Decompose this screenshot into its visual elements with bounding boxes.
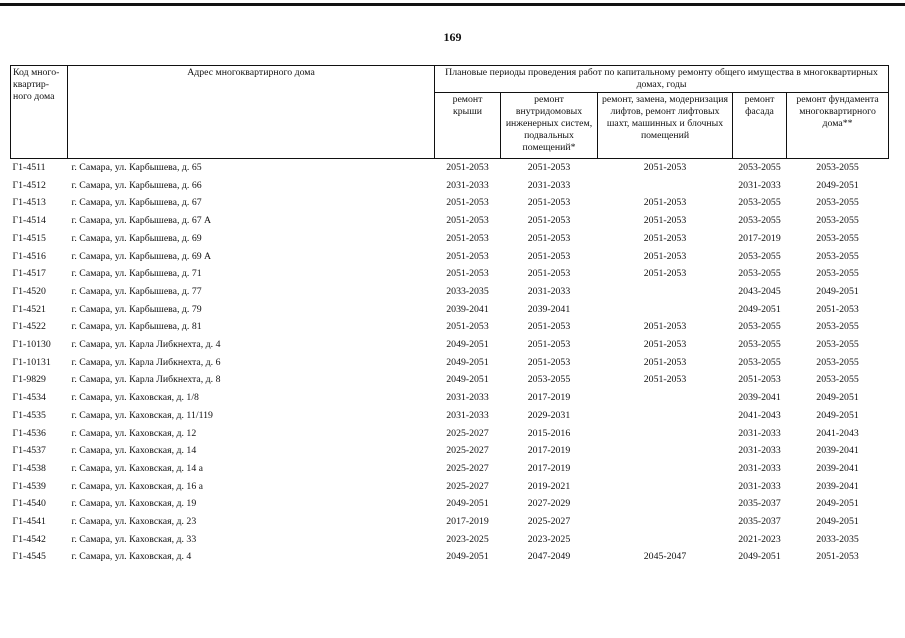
cell-elevators: 2051-2053 [643,356,687,368]
cell-systems: 2031-2033 [527,179,571,191]
cell-roof: 2051-2053 [446,162,489,173]
cell-systems: 2017-2019 [527,445,571,457]
cell-roof: 2023-2025 [446,533,489,545]
table-row [11,371,889,389]
cell-code: Г1-4513 [12,197,46,209]
cell-elevators: 2051-2053 [643,321,687,333]
cell-roof: 2049-2051 [446,339,489,351]
cell-address: г. Самара, ул. Карбышева, д. 79 [71,303,202,315]
cell-address: г. Самара, ул. Карбышева, д. 67 А [71,215,212,227]
cell-facade: 2031-2033 [738,427,781,439]
cell-elevators: 2051-2053 [643,232,687,244]
cell-address: г. Самара, ул. Каховская, д. 1/8 [71,392,199,404]
cell-roof: 2031-2033 [446,409,489,421]
cell-roof: 2051-2053 [446,197,489,209]
table-row [11,442,889,460]
cell-facade: 2035-2037 [738,498,781,510]
cell-roof: 2049-2051 [446,498,489,510]
cell-address: г. Самара, ул. Каховская, д. 11/119 [71,409,213,421]
cell-systems: 2053-2055 [527,374,571,386]
cell-systems: 2051-2053 [527,232,571,244]
table-row [11,548,889,566]
cell-foundation: 2053-2055 [816,374,859,386]
cell-address: г. Самара, ул. Карбышева, д. 81 [71,321,202,333]
cell-elevators [598,301,733,319]
cell-elevators: 2051-2053 [643,339,687,351]
cell-address: г. Самара, ул. Каховская, д. 12 [71,427,197,439]
cell-roof: 2049-2051 [446,374,489,386]
cell-code: Г1-4517 [12,268,46,280]
cell-foundation: 2053-2055 [816,268,859,280]
cell-elevators: 2051-2053 [643,268,687,280]
cell-address: г. Самара, ул. Каховская, д. 33 [71,533,197,545]
header-foundation: ремонт фундамента многоквартирного дома** [787,93,889,159]
cell-systems: 2023-2025 [527,533,571,545]
cell-systems: 2051-2053 [527,162,571,173]
cell-code: Г1-4536 [12,427,46,439]
table-body [11,159,889,567]
cell-facade: 2053-2055 [738,356,781,368]
cell-elevators [598,478,733,496]
cell-address: г. Самара, ул. Каховская, д. 23 [71,516,197,528]
cell-address: г. Самара, ул. Карбышева, д. 77 [71,285,202,297]
cell-code: Г1-10130 [12,339,51,351]
table-row [11,177,889,195]
cell-code: Г1-4545 [12,551,46,563]
cell-foundation: 2049-2051 [816,285,859,297]
cell-foundation: 2053-2055 [816,197,859,209]
cell-address: г. Самара, ул. Карбышева, д. 66 [71,179,202,191]
cell-elevators [598,460,733,478]
table-row [11,425,889,443]
cell-code: Г1-4542 [12,533,46,545]
cell-systems: 2027-2029 [527,498,571,510]
cell-address: г. Самара, ул. Каховская, д. 4 [71,551,192,563]
cell-facade: 2031-2033 [738,179,781,191]
cell-systems: 2047-2049 [527,551,571,563]
table-row [11,513,889,531]
cell-roof: 2051-2053 [446,250,489,262]
cell-roof: 2033-2035 [446,285,489,297]
table-row [11,230,889,248]
cell-systems: 2039-2041 [527,303,571,315]
cell-facade: 2031-2033 [738,462,781,474]
cell-foundation: 2041-2043 [816,427,859,439]
cell-facade: 2031-2033 [738,480,781,492]
cell-code: Г1-4535 [12,409,46,421]
cell-facade: 2053-2055 [738,250,781,262]
table-row [11,531,889,549]
cell-code: Г1-10131 [12,356,51,368]
cell-elevators [598,283,733,301]
cell-facade: 2053-2055 [738,321,781,333]
cell-address: г. Самара, ул. Карбышева, д. 67 [71,197,202,209]
cell-elevators: 2051-2053 [643,374,687,386]
cell-systems: 2051-2053 [527,356,571,368]
cell-address: г. Самара, ул. Карбышева, д. 69 А [71,250,212,262]
cell-elevators: 2051-2053 [643,162,687,173]
header-row-1 [11,66,889,93]
cell-systems: 2051-2053 [527,197,571,209]
cell-foundation: 2053-2055 [816,356,859,368]
cell-systems: 2051-2053 [527,268,571,280]
table-row [11,460,889,478]
cell-foundation: 2053-2055 [816,162,859,173]
cell-roof: 2051-2053 [446,215,489,227]
cell-roof: 2017-2019 [446,516,489,528]
cell-systems: 2017-2019 [527,392,571,404]
cell-roof: 2039-2041 [446,303,489,315]
table-row [11,301,889,319]
cell-facade: 2053-2055 [738,162,781,173]
table-row [11,336,889,354]
cell-roof: 2025-2027 [446,462,489,474]
cell-foundation: 2033-2035 [816,533,859,545]
cell-facade: 2051-2053 [738,374,781,386]
cell-facade: 2043-2045 [738,285,781,297]
cell-roof: 2025-2027 [446,427,489,439]
header-systems: ремонт внутридомовых инженерных систем, подвальных помещений* [501,93,598,159]
cell-facade: 2035-2037 [738,516,781,528]
cell-roof: 2025-2027 [446,445,489,457]
cell-code: Г1-4541 [12,516,46,528]
cell-systems: 2015-2016 [527,427,571,439]
cell-roof: 2051-2053 [446,232,489,244]
cell-systems: 2019-2021 [527,480,571,492]
table-row [11,354,889,372]
cell-roof: 2049-2051 [446,356,489,368]
cell-facade: 2021-2023 [738,533,781,545]
header-address: Адрес многоквартирного дома [68,66,435,159]
cell-code: Г1-4522 [12,321,46,333]
cell-code: Г1-9829 [12,374,46,386]
cell-elevators [598,177,733,195]
cell-elevators [598,389,733,407]
cell-roof: 2031-2033 [446,179,489,191]
cell-foundation: 2049-2051 [816,392,859,404]
cell-systems: 2029-2031 [527,409,571,421]
cell-address: г. Самара, ул. Каховская, д. 19 [71,498,197,510]
cell-roof: 2049-2051 [446,551,489,563]
table-row [11,495,889,513]
cell-facade: 2017-2019 [738,232,781,244]
cell-address: г. Самара, ул. Карбышева, д. 71 [71,268,202,280]
cell-facade: 2053-2055 [738,268,781,280]
cell-address: г. Самара, ул. Каховская, д. 14 [71,445,197,457]
cell-elevators [598,531,733,549]
cell-code: Г1-4540 [12,498,46,510]
header-roof: ремонт крыши [435,93,501,159]
cell-foundation: 2039-2041 [816,445,859,457]
table-row [11,248,889,266]
cell-code: Г1-4516 [12,250,46,262]
cell-systems: 2025-2027 [527,516,571,528]
cell-systems: 2051-2053 [527,321,571,333]
table-row [11,389,889,407]
cell-foundation: 2053-2055 [816,339,859,351]
cell-code: Г1-4521 [12,303,46,315]
cell-foundation: 2053-2055 [816,232,859,244]
cell-foundation: 2051-2053 [816,303,859,315]
table-row [11,318,889,336]
cell-code: Г1-4538 [12,462,46,474]
table-row [11,283,889,301]
cell-code: Г1-4514 [12,215,46,227]
cell-address: г. Самара, ул. Карбышева, д. 69 [71,232,202,244]
cell-roof: 2031-2033 [446,392,489,404]
cell-elevators [598,495,733,513]
cell-code: Г1-4512 [12,179,46,191]
cell-address: г. Самара, ул. Карла Либкнехта, д. 6 [71,356,221,368]
cell-code: Г1-4539 [12,480,46,492]
table-row [11,478,889,496]
cell-foundation: 2049-2051 [816,179,859,191]
cell-elevators: 2051-2053 [643,250,687,262]
header-periods: Плановые периоды проведения работ по капитальному ремонту общего имущества в многоквартирных домах, годы [435,66,889,93]
cell-address: г. Самара, ул. Карбышева, д. 65 [71,162,202,173]
page-number: 169 [443,30,462,44]
cell-facade: 2031-2033 [738,445,781,457]
header-facade: ремонт фасада [733,93,787,159]
cell-systems: 2017-2019 [527,462,571,474]
cell-foundation: 2039-2041 [816,462,859,474]
cell-facade: 2049-2051 [738,551,781,563]
cell-facade: 2053-2055 [738,339,781,351]
table-row [11,265,889,283]
table-row [11,407,889,425]
cell-systems: 2051-2053 [527,339,571,351]
cell-roof: 2051-2053 [446,321,489,333]
cell-elevators [598,513,733,531]
cell-foundation: 2053-2055 [816,321,859,333]
cell-facade: 2053-2055 [738,197,781,209]
cell-facade: 2039-2041 [738,392,781,404]
cell-facade: 2041-2043 [738,409,781,421]
top-rule [0,3,905,6]
cell-code: Г1-4537 [12,445,46,457]
cell-elevators [598,442,733,460]
header-code: Код много-квартир-ного дома [11,66,68,159]
cell-code: Г1-4515 [12,232,46,244]
cell-foundation: 2049-2051 [816,498,859,510]
cell-foundation: 2051-2053 [816,551,859,563]
cell-systems: 2051-2053 [527,250,571,262]
header-elevators: ремонт, замена, модернизация лифтов, ремонт лифтовых шахт, машинных и блочных помещений [598,93,733,159]
cell-elevators [598,407,733,425]
cell-systems: 2031-2033 [527,285,571,297]
cell-elevators: 2045-2047 [643,551,687,563]
cell-foundation: 2049-2051 [816,516,859,528]
cell-foundation: 2049-2051 [816,409,859,421]
cell-elevators [598,425,733,443]
cell-address: г. Самара, ул. Каховская, д. 16 а [71,480,204,492]
cell-code: Г1-4520 [12,285,46,297]
cell-roof: 2051-2053 [446,268,489,280]
cell-code: Г1-4511 [12,162,46,173]
table-row [11,159,889,177]
cell-address: г. Самара, ул. Карла Либкнехта, д. 8 [71,374,221,386]
cell-foundation: 2039-2041 [816,480,859,492]
table-row [11,212,889,230]
cell-elevators: 2051-2053 [643,215,687,227]
cell-address: г. Самара, ул. Каховская, д. 14 а [71,462,204,474]
cell-foundation: 2053-2055 [816,215,859,227]
cell-code: Г1-4534 [12,392,46,404]
table-row [11,194,889,212]
cell-facade: 2053-2055 [738,215,781,227]
repair-schedule-table [10,65,889,566]
cell-systems: 2051-2053 [527,215,571,227]
cell-foundation: 2053-2055 [816,250,859,262]
cell-facade: 2049-2051 [738,303,781,315]
cell-roof: 2025-2027 [446,480,489,492]
cell-elevators: 2051-2053 [643,197,687,209]
cell-address: г. Самара, ул. Карла Либкнехта, д. 4 [71,339,221,351]
